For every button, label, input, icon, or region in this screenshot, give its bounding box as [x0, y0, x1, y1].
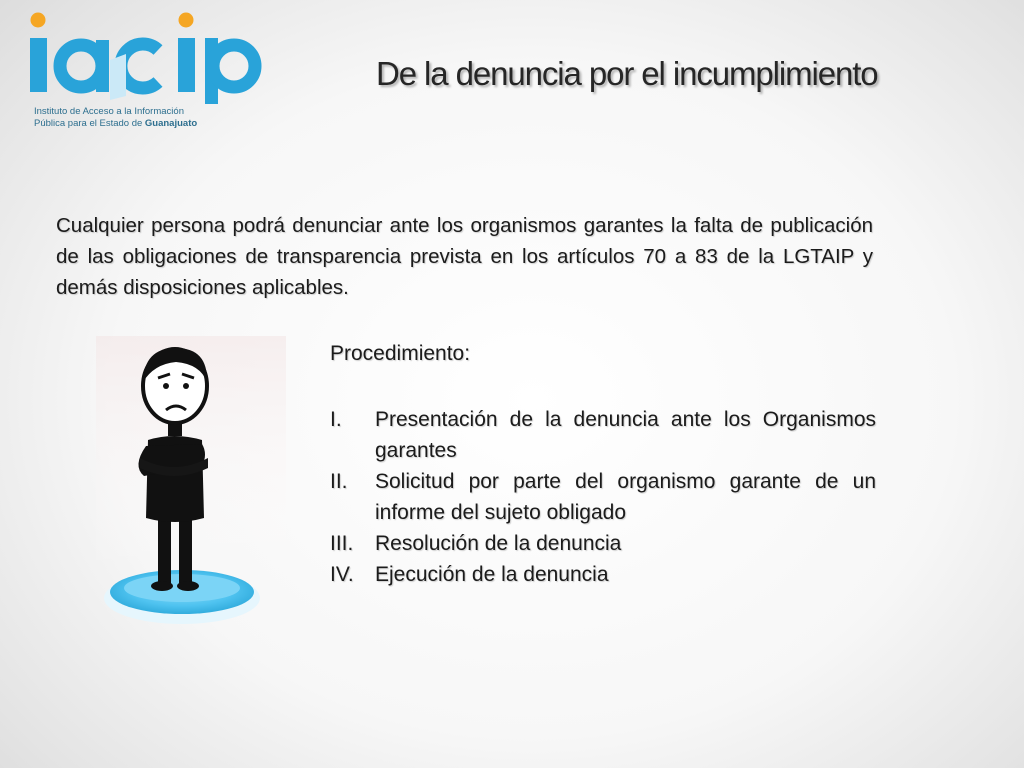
worried-person-illustration — [96, 336, 286, 636]
step-number: III. — [330, 532, 354, 555]
logo-mark — [26, 10, 276, 106]
iacip-logo — [26, 10, 276, 135]
procedure-step — [330, 404, 876, 466]
worried-person-icon — [96, 336, 286, 636]
step-text: Ejecución de la denuncia — [375, 563, 609, 586]
intro-paragraph: Cualquier persona podrá denunciar ante los organismos garantes la falta de publicación de las obligaciones de transparencia prevista en los artículos 70 a 83 de la LGTAIP y demás disposiciones aplicables. — [56, 214, 873, 299]
logo-caption-prefix: Pública para el Estado de — [34, 118, 145, 129]
logo-caption — [34, 106, 197, 130]
step-text: Resolución de la denuncia — [375, 532, 622, 555]
procedure-list — [330, 404, 876, 590]
logo-caption-line1: Instituto de Acceso a la Información — [34, 106, 184, 117]
procedure-step — [330, 528, 876, 559]
logo-caption-line2 — [34, 118, 197, 130]
step-number: I. — [330, 408, 342, 431]
step-number: IV. — [330, 563, 354, 586]
step-number: II. — [330, 470, 348, 493]
procedure-step — [330, 559, 876, 590]
step-text: Presentación de la denuncia ante los Organismos garantes — [375, 408, 876, 462]
slide-title: De la denuncia por el incumplimiento — [376, 55, 878, 92]
procedure-heading: Procedimiento: — [330, 342, 471, 365]
procedure-step — [330, 466, 876, 528]
step-text: Solicitud por parte del organismo garante de un informe del sujeto obligado — [375, 470, 876, 524]
logo-caption-state: Guanajuato — [144, 118, 198, 129]
